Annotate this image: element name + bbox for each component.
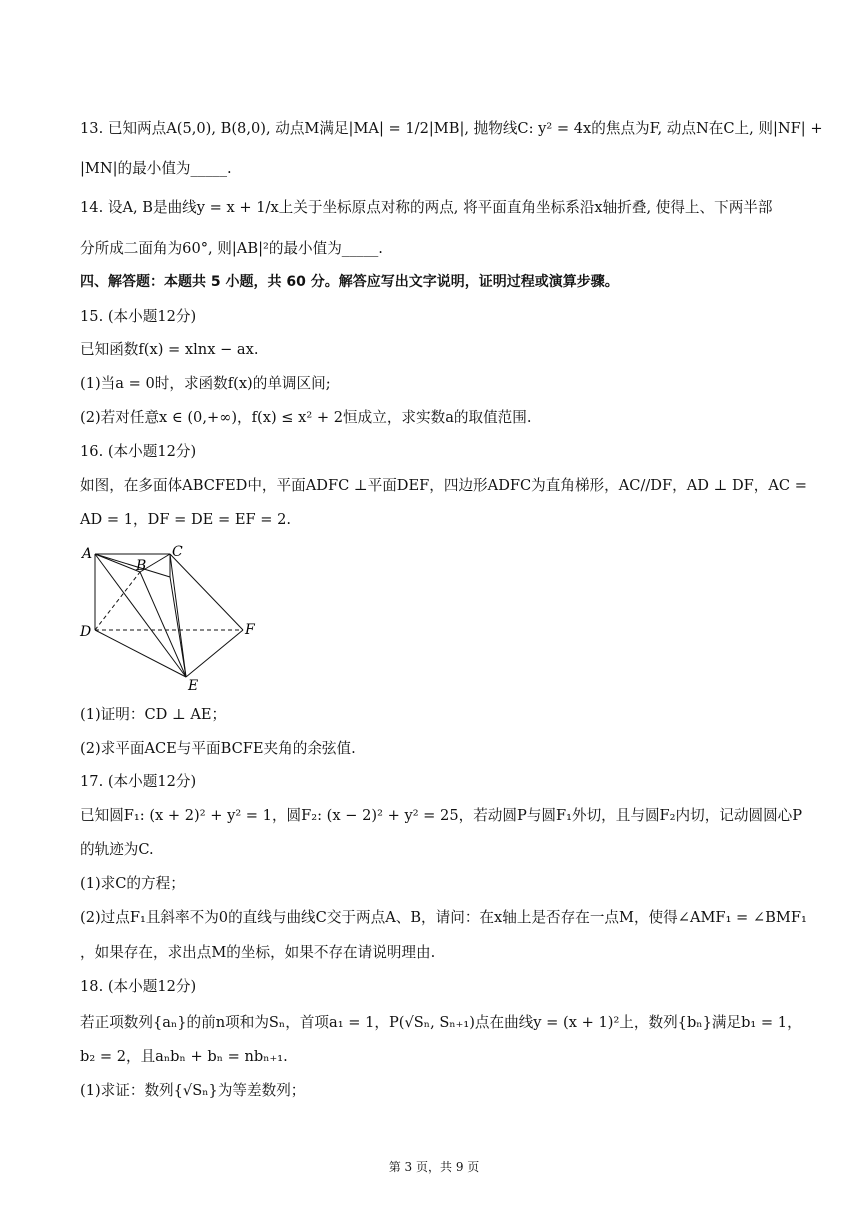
q13-line2: |MN|的最小值为_____. xyxy=(80,160,232,177)
label-E: E xyxy=(188,678,199,692)
q18-head: 18. (本小题12分) xyxy=(80,978,197,995)
label-B: B xyxy=(136,558,147,574)
q17-part2a: (2)过点F₁且斜率不为0的直线与曲线C交于两点A、B，请问：在x轴上是否存在一点M，使得∠AMF₁ = ∠BMF₁ xyxy=(80,909,807,926)
q18-stem1: 若正项数列{aₙ}的前n项和为Sₙ，首项a₁ = 1，P(√Sₙ, Sₙ₊₁)点在曲线y = (x + 1)²上，数列{bₙ}满足b₁ = 1， xyxy=(80,1014,802,1031)
q16-head: 16. (本小题12分) xyxy=(80,443,197,460)
q13-line1: 13. 已知两点A(5,0), B(8,0), 动点M满足|MA| = 1/2|MB|, 抛物线C: y² = 4x的焦点为F, 动点N在C上, 则|NF| + xyxy=(80,120,823,137)
page-footer: 第 3 页，共 9 页 xyxy=(388,1160,480,1174)
q15-stem: 已知函数f(x) = xlnx − ax. xyxy=(80,341,259,358)
label-F: F xyxy=(245,622,255,638)
q17-stem2: 的轨迹为C. xyxy=(80,841,154,858)
label-A: A xyxy=(82,546,93,562)
section-heading: 四、解答题：本题共 5 小题，共 60 分。解答应写出文字说明，证明过程或演算步骤。 xyxy=(80,274,619,290)
q17-part1: (1)求C的方程； xyxy=(80,875,185,892)
q16-part2: (2)求平面ACE与平面BCFE夹角的余弦值. xyxy=(80,740,356,757)
q16-stem1: 如图，在多面体ABCFED中，平面ADFC ⊥平面DEF，四边形ADFC为直角梯形，AC//DF，AD ⊥ DF，AC = xyxy=(80,477,807,494)
q17-stem1: 已知圆F₁: (x + 2)² + y² = 1，圆F₂: (x − 2)² + y² = 25，若动圆P与圆F₁外切，且与圆F₂内切，记动圆圆心P xyxy=(80,807,803,824)
polyhedron-figure xyxy=(78,542,278,692)
q18-part1: (1)求证：数列{√Sₙ}为等差数列； xyxy=(80,1082,306,1099)
q14-line2: 分所成二面角为60°, 则|AB|²的最小值为_____. xyxy=(80,240,383,257)
q16-stem2: AD = 1，DF = DE = EF = 2. xyxy=(80,511,292,528)
q16-part1: (1)证明：CD ⊥ AE； xyxy=(80,706,227,723)
q15-head: 15. (本小题12分) xyxy=(80,308,197,325)
q15-part2: (2)若对任意x ∈ (0,+∞)，f(x) ≤ x² + 2恒成立，求实数a的取值范围. xyxy=(80,409,532,426)
q15-part1: (1)当a = 0时，求函数f(x)的单调区间; xyxy=(80,375,331,392)
label-D: D xyxy=(80,624,92,640)
label-C: C xyxy=(172,544,183,560)
q17-head: 17. (本小题12分) xyxy=(80,773,197,790)
q17-part2b: ，如果存在，求出点M的坐标，如果不存在请说明理由. xyxy=(80,944,436,961)
q18-stem2: b₂ = 2，且aₙbₙ + bₙ = nbₙ₊₁. xyxy=(80,1048,288,1065)
q14-line1: 14. 设A, B是曲线y = x + 1/x上关于坐标原点对称的两点, 将平面直角坐标系沿x轴折叠, 使得上、下两半部 xyxy=(80,199,773,216)
